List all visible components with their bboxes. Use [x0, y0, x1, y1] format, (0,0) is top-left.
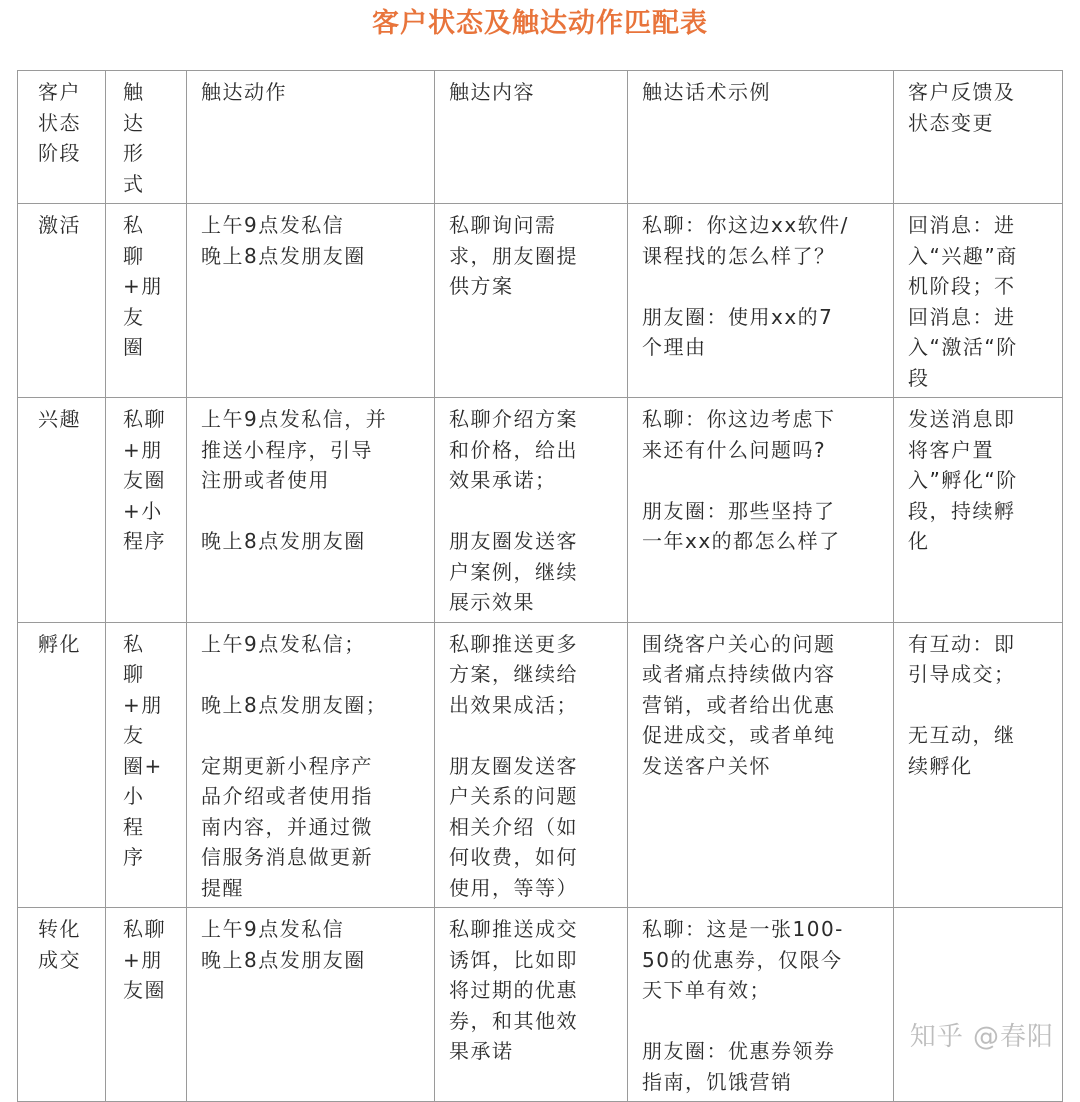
- header-stage-text: 客户 状态 阶段: [38, 80, 81, 165]
- cell-feedback: [894, 908, 1063, 1102]
- cell-form: [106, 204, 187, 398]
- cell-content: [435, 908, 628, 1102]
- cell-form-text: 私 聊 +朋 友 圈: [123, 213, 163, 359]
- table-row: [18, 908, 1063, 1102]
- cell-action: [187, 204, 435, 398]
- cell-form: [106, 908, 187, 1102]
- cell-content: [435, 398, 628, 623]
- cell-feedback: [894, 622, 1063, 908]
- cell-script-text: 私聊：你这边考虑下 来还有什么问题吗? 朋友圈：那些坚持了 一年xx的都怎么样了: [642, 407, 841, 553]
- cell-form: [106, 622, 187, 908]
- cell-feedback-text: 回消息：进 入“兴趣”商 机阶段；不 回消息：进 入“激活“阶 段: [908, 213, 1018, 390]
- header-content: [435, 71, 628, 204]
- cell-content-text: 私聊推送更多 方案，继续给 出效果成活； 朋友圈发送客 户关系的问题 相关介绍（如 何收费，如何 使用，等等）: [449, 631, 578, 900]
- cell-stage: [18, 398, 106, 623]
- cell-script-text: 围绕客户关心的问题 或者痛点持续做内容 营销，或者给出优惠 促进成交，或者单纯 发送客户关怀: [642, 631, 836, 778]
- cell-content-text: 私聊推送成交 诱饵，比如即 将过期的优惠 券，和其他效 果承诺: [449, 917, 578, 1063]
- header-form-text: 触 达 形 式: [123, 80, 145, 196]
- cell-feedback-text: 发送消息即 将客户置 入”孵化“阶 段，持续孵 化: [908, 407, 1018, 553]
- table-row: [18, 398, 1063, 623]
- page-title: 客户状态及触达动作匹配表: [372, 8, 708, 39]
- header-script-text: 触达话术示例: [642, 80, 771, 104]
- header-action: [187, 71, 435, 204]
- cell-stage: [18, 622, 106, 908]
- cell-action-text: 上午9点发私信 晚上8点发朋友圈: [201, 917, 366, 972]
- header-content-text: 触达内容: [449, 80, 535, 104]
- cell-form-text: 私聊 +朋 友圈: [123, 917, 166, 1002]
- cell-action-text: 上午9点发私信，并 推送小程序，引导 注册或者使用 晚上8点发朋友圈: [201, 407, 388, 553]
- cell-script: [628, 398, 894, 623]
- cell-form: [106, 398, 187, 623]
- cell-form-text: 私 聊 +朋 友 圈+ 小 程 序: [123, 631, 163, 869]
- header-feedback-text: 客户反馈及 状态变更: [908, 80, 1016, 135]
- cell-action: [187, 908, 435, 1102]
- cell-action-text: 上午9点发私信； 晚上8点发朋友圈； 定期更新小程序产 品介绍或者使用指 南内容，并通过微 信服务消息做更新 提醒: [201, 631, 388, 900]
- header-action-text: 触达动作: [201, 80, 287, 104]
- matching-table: [17, 70, 1063, 1102]
- cell-content: [435, 204, 628, 398]
- table-row: [18, 622, 1063, 908]
- cell-feedback: [894, 398, 1063, 623]
- cell-action: [187, 398, 435, 623]
- table-header-row: [18, 71, 1063, 204]
- cell-stage: [18, 204, 106, 398]
- cell-script: [628, 908, 894, 1102]
- header-feedback: [894, 71, 1063, 204]
- cell-stage-text: 激活: [38, 213, 81, 237]
- cell-content-text: 私聊介绍方案 和价格，给出 效果承诺； 朋友圈发送客 户案例，继续 展示效果: [449, 407, 578, 614]
- header-form: [106, 71, 187, 204]
- cell-stage: [18, 908, 106, 1102]
- cell-stage-text: 孵化: [38, 631, 81, 656]
- cell-form-text: 私聊 +朋 友圈 +小 程序: [123, 407, 166, 553]
- cell-feedback: [894, 204, 1063, 398]
- cell-script: [628, 622, 894, 908]
- cell-action: [187, 622, 435, 908]
- cell-content: [435, 622, 628, 908]
- cell-stage-text: 兴趣: [38, 407, 81, 431]
- cell-script-text: 私聊：你这边xx软件/ 课程找的怎么样了？ 朋友圈：使用xx的7 个理由: [642, 213, 849, 359]
- cell-feedback-text: 有互动：即 引导成交； 无互动，继 续孵化: [908, 631, 1016, 778]
- watermark: 知乎 @春阳: [909, 1022, 1054, 1052]
- table-row: [18, 204, 1063, 398]
- cell-content-text: 私聊询问需 求，朋友圈提 供方案: [449, 213, 578, 298]
- cell-action-text: 上午9点发私信 晚上8点发朋友圈: [201, 213, 366, 268]
- cell-script-text: 私聊：这是一张100- 50的优惠券，仅限今 天下单有效； 朋友圈：优惠券领券 指南，饥饿营销: [642, 917, 844, 1094]
- cell-stage-text: 转化 成交: [38, 917, 81, 972]
- cell-script: [628, 204, 894, 398]
- header-script: [628, 71, 894, 204]
- header-stage: [18, 71, 106, 204]
